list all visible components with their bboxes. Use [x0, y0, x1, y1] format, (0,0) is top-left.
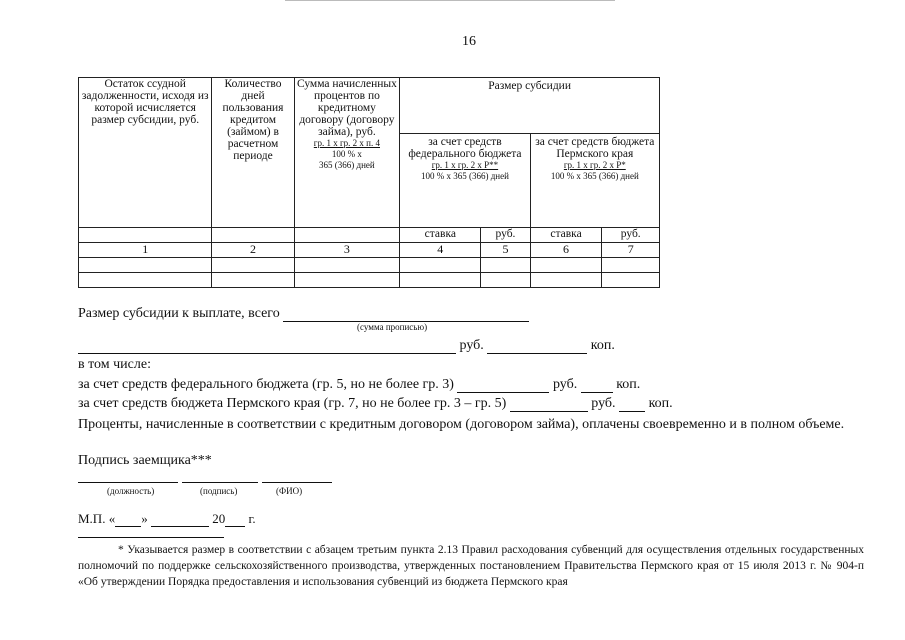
- borrower-signature-label: Подпись заемщика***: [78, 453, 212, 468]
- table-row: [79, 273, 660, 288]
- regional-formula-numerator: гр. 1 х гр. 2 х Р*: [563, 160, 626, 170]
- header-days: Количество дней пользования кредитом (займом) в расчетном периоде: [212, 78, 294, 228]
- federal-formula-numerator: гр. 1 х гр. 2 х Р**: [431, 160, 499, 170]
- interest-formula-days: 365 (366) дней: [319, 160, 375, 170]
- interest-formula-numerator: гр. 1 х гр. 2 х п. 4: [313, 138, 380, 148]
- col-number: 2: [212, 243, 294, 258]
- regional-budget-line: за счет средств бюджета Пермского края (гр. 7, но не более гр. 3 – гр. 5) руб. коп.: [78, 396, 673, 411]
- col-number: 6: [530, 243, 602, 258]
- spacer-cell: [212, 228, 294, 243]
- header-loan-balance: Остаток ссудной задолженности, исходя из которой исчисляется размер субсидии, руб.: [79, 78, 212, 228]
- spacer-cell: [79, 228, 212, 243]
- subheader-regional-rub: руб.: [602, 228, 660, 243]
- stamp-date-line: М.П. « » 20 г.: [78, 511, 256, 526]
- spacer-cell: [294, 228, 400, 243]
- header-regional: за счет средств бюджета Пермского края гр. 1 х гр. 2 х Р* 100 % х 365 (366) дней: [530, 134, 659, 228]
- col-number: 5: [481, 243, 530, 258]
- federal-kop-blank[interactable]: [581, 378, 613, 393]
- page-number: 16: [462, 34, 476, 49]
- federal-rub-blank[interactable]: [457, 378, 549, 393]
- col-number: 3: [294, 243, 400, 258]
- federal-budget-line: за счет средств федерального бюджета (гр. 5, но не более гр. 3) руб. коп.: [78, 377, 641, 392]
- total-subsidy-blank[interactable]: [283, 307, 529, 322]
- col-number: 4: [400, 243, 481, 258]
- total-subsidy-line: Размер субсидии к выплате, всего: [78, 306, 529, 322]
- amount-words-blank[interactable]: [78, 339, 456, 354]
- fio-line[interactable]: [262, 482, 332, 483]
- footnote-text: * Указывается размер в соответствии с абзацем третьим пункта 2.13 Правил расходования субвенций для осуществления отдельных государственных полномочий по поддержке сельскохозяйственного производства, утвержденных постановлением Правительства Пермского края от 15 июля 2013 г. № 904-п «Об утверждении Порядка предоставления и использования субвенций из бюджета Пермского края: [78, 544, 864, 588]
- header-interest-sum: Сумма начисленных процентов по кредитному договору (договору займа), руб. гр. 1 х гр. 2 х п. 4 100 % х 365 (366) дней: [294, 78, 400, 228]
- table-row: [79, 258, 660, 273]
- header-subsidy-size: Размер субсидии: [400, 78, 660, 134]
- subheader-federal-rub: руб.: [481, 228, 530, 243]
- regional-rub-blank[interactable]: [510, 397, 588, 412]
- footnote-rule: [78, 537, 224, 538]
- signature-caption: (подпись): [200, 486, 238, 496]
- signature-line[interactable]: [182, 482, 258, 483]
- federal-formula-denominator: 100 % х 365 (366) дней: [420, 171, 509, 181]
- col-number: 7: [602, 243, 660, 258]
- amount-rub-blank[interactable]: [487, 339, 587, 354]
- position-caption: (должность): [107, 486, 155, 496]
- year-blank[interactable]: [225, 513, 245, 527]
- header-federal: за счет средств федерального бюджета гр. 1 х гр. 2 х Р** 100 % х 365 (366) дней: [400, 134, 530, 228]
- subsidy-table: [78, 77, 660, 288]
- regional-formula-denominator: 100 % х 365 (366) дней: [550, 171, 639, 181]
- fio-caption: (ФИО): [276, 486, 303, 496]
- position-line[interactable]: [78, 482, 178, 483]
- top-rule: [285, 0, 615, 1]
- regional-kop-blank[interactable]: [619, 397, 645, 412]
- sum-in-words-caption: (сумма прописью): [357, 322, 428, 332]
- interest-paid-statement: Проценты, начисленные в соответствии с кредитным договором (договором займа), оплачены своевременно и в полном объеме.: [78, 417, 845, 432]
- interest-formula-denominator: 100 % х: [331, 149, 362, 159]
- month-blank[interactable]: [151, 513, 209, 527]
- subheader-regional-rate: ставка: [530, 228, 602, 243]
- including-label: в том числе:: [78, 357, 151, 372]
- subheader-federal-rate: ставка: [400, 228, 481, 243]
- col-number: 1: [79, 243, 212, 258]
- amount-line: руб. коп.: [78, 338, 615, 354]
- day-blank[interactable]: [115, 513, 141, 527]
